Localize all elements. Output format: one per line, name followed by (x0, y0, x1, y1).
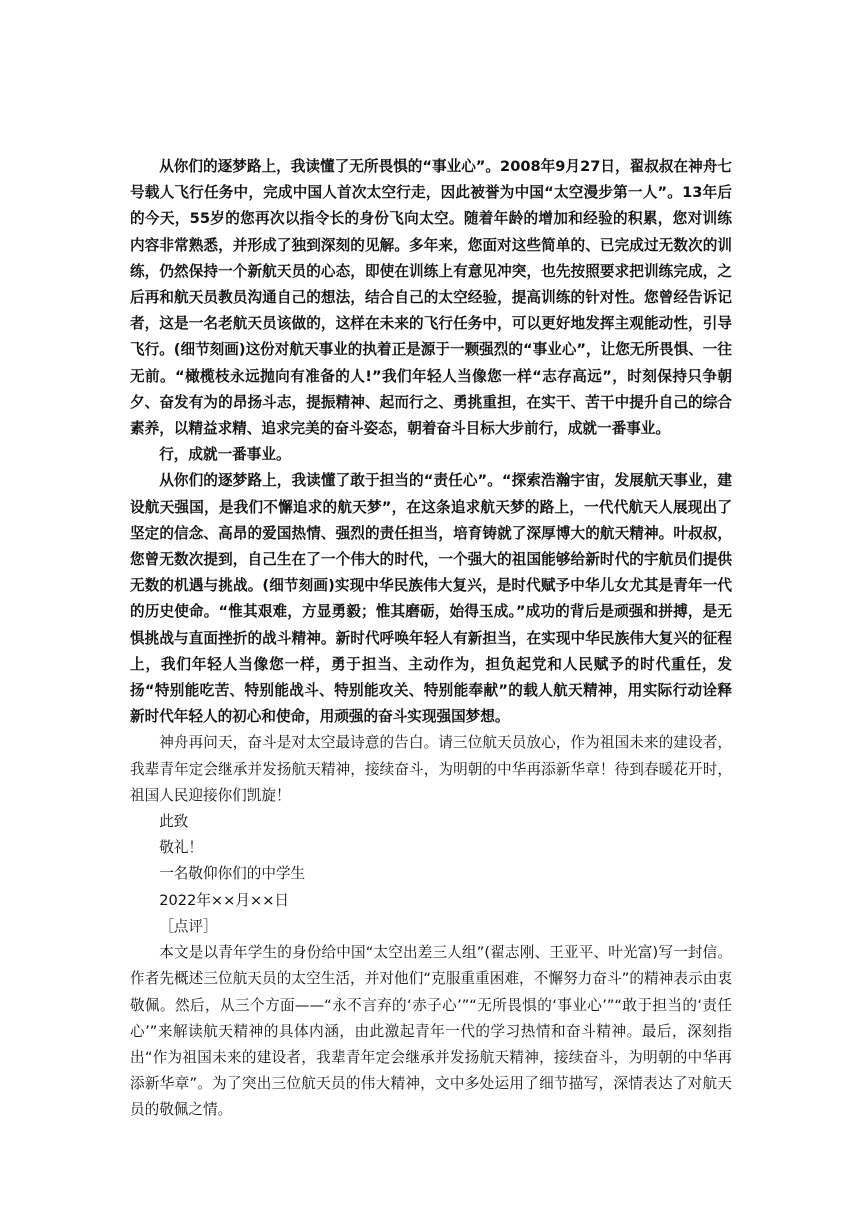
comment-paragraph: 本文是以青年学生的身份给中国“太空出差三人组”(翟志刚、王亚平、叶光富)写一封信。作者先概述三位航天员的太空生活，并对他们“克服重重困难，不懈努力奋斗”的精神表示由衷敬佩。然后，从三个方面——“永不言弃的‘赤子心’”“无所畏惧的‘事业心’”“敢于担当的‘责任心’”来解读航天精神的具体内涵，由此激起青年一代的学习热情和奋斗精神。最后，深刻指出“作为祖国未来的建设者，我辈青年定会继承并发扬航天精神，接续奋斗，为明朝的中华再添新华章”。为了突出三位航天员的伟大精神，文中多处运用了细节描写，深情表达了对航天员的敬佩之情。 (130, 944, 732, 1119)
paragraph-closing-wish: 神舟再问天，奋斗是对太空最诗意的告白。请三位航天员放心，作为祖国未来的建设者，我辈青年定会继承并发扬航天精神，接续奋斗，为明朝的中华再添新华章！待到春暖花开时，祖国人民迎接你们凯旋！ (130, 734, 732, 804)
letter-date: 2022年××月××日 (159, 891, 290, 909)
paragraph-career-heart: 从你们的逐梦路上，我读懂了无所畏惧的“事业心”。2008年9月27日，翟叔叔在神舟七号载人飞行任务中，完成中国人首次太空行走，因此被誉为中国“太空漫步第一人”。13年后的今天，55岁的您再次以指令长的身份飞向太空。随着年龄的增加和经验的积累，您对训练内容非常熟悉，并形成了独到深刻的见解。多年来，您面对这些简单的、已完成过无数次的训练，仍然保持一个新航天员的心态，即使在训练上有意见冲突，也先按照要求把训练完成，之后再和航天员教员沟通自己的想法，结合自己的太空经验，提高训练的针对性。您曾经告诉记者，这是一名老航天员该做的，这样在未来的飞行任务中，可以更好地发挥主观能动性，引导飞行。(细节刻画)这份对航天事业的执着正是源于一颗强烈的“事业心”，让您无所畏惧、一往无前。“橄榄枝永远抛向有准备的人!”我们年轻人当像您一样“志存高远”，时刻保持只争朝夕、奋发有为的昂扬斗志，提振精神、起而行之、勇挑重担，在实干、苦干中提升自己的综合素养，以精益求精、追求完美的奋斗姿态，朝着奋斗目标大步前行，成就一番事业。 (130, 158, 732, 438)
document-page (130, 154, 732, 1124)
paragraph-responsibility-heart: 从你们的逐梦路上，我读懂了敢于担当的“责任心”。“探索浩瀚宇宙，发展航天事业，建设航天强国，是我们不懈追求的航天梦”，在这条追求航天梦的路上，一代代航天人展现出了坚定的信念、高昂的爱国热情、强烈的责任担当，培育铸就了深厚博大的航天精神。叶叔叔，您曾无数次提到，自己生在了一个伟大的时代，一个强大的祖国能够给新时代的宇航员们提供无数的机遇与挑战。(细节刻画)实现中华民族伟大复兴，是时代赋予中华儿女尤其是青年一代的历史使命。“惟其艰难，方显勇毅；惟其磨砺，始得玉成。”成功的背后是顽强和拼搏，是无惧挑战与直面挫折的战斗精神。新时代呼唤年轻人有新担当，在实现中华民族伟大复兴的征程上，我们年轻人当像您一样，勇于担当、主动作为，担负起党和人民赋予的时代重任，发扬“特别能吃苦、特别能战斗、特别能攻关、特别能奉献”的载人航天精神，用实际行动诠释新时代年轻人的初心和使命，用顽强的奋斗实现强国梦想。 (130, 472, 732, 726)
letter-salutation-cizhi: 此致 (159, 813, 189, 831)
comment-heading: ［点评］ (159, 917, 218, 935)
paragraph-fragment-line: 行，成就一番事业。 (159, 446, 291, 464)
letter-salutation-jingli: 敬礼！ (159, 839, 203, 857)
letter-signature: 一名敬仰你们的中学生 (159, 865, 306, 883)
